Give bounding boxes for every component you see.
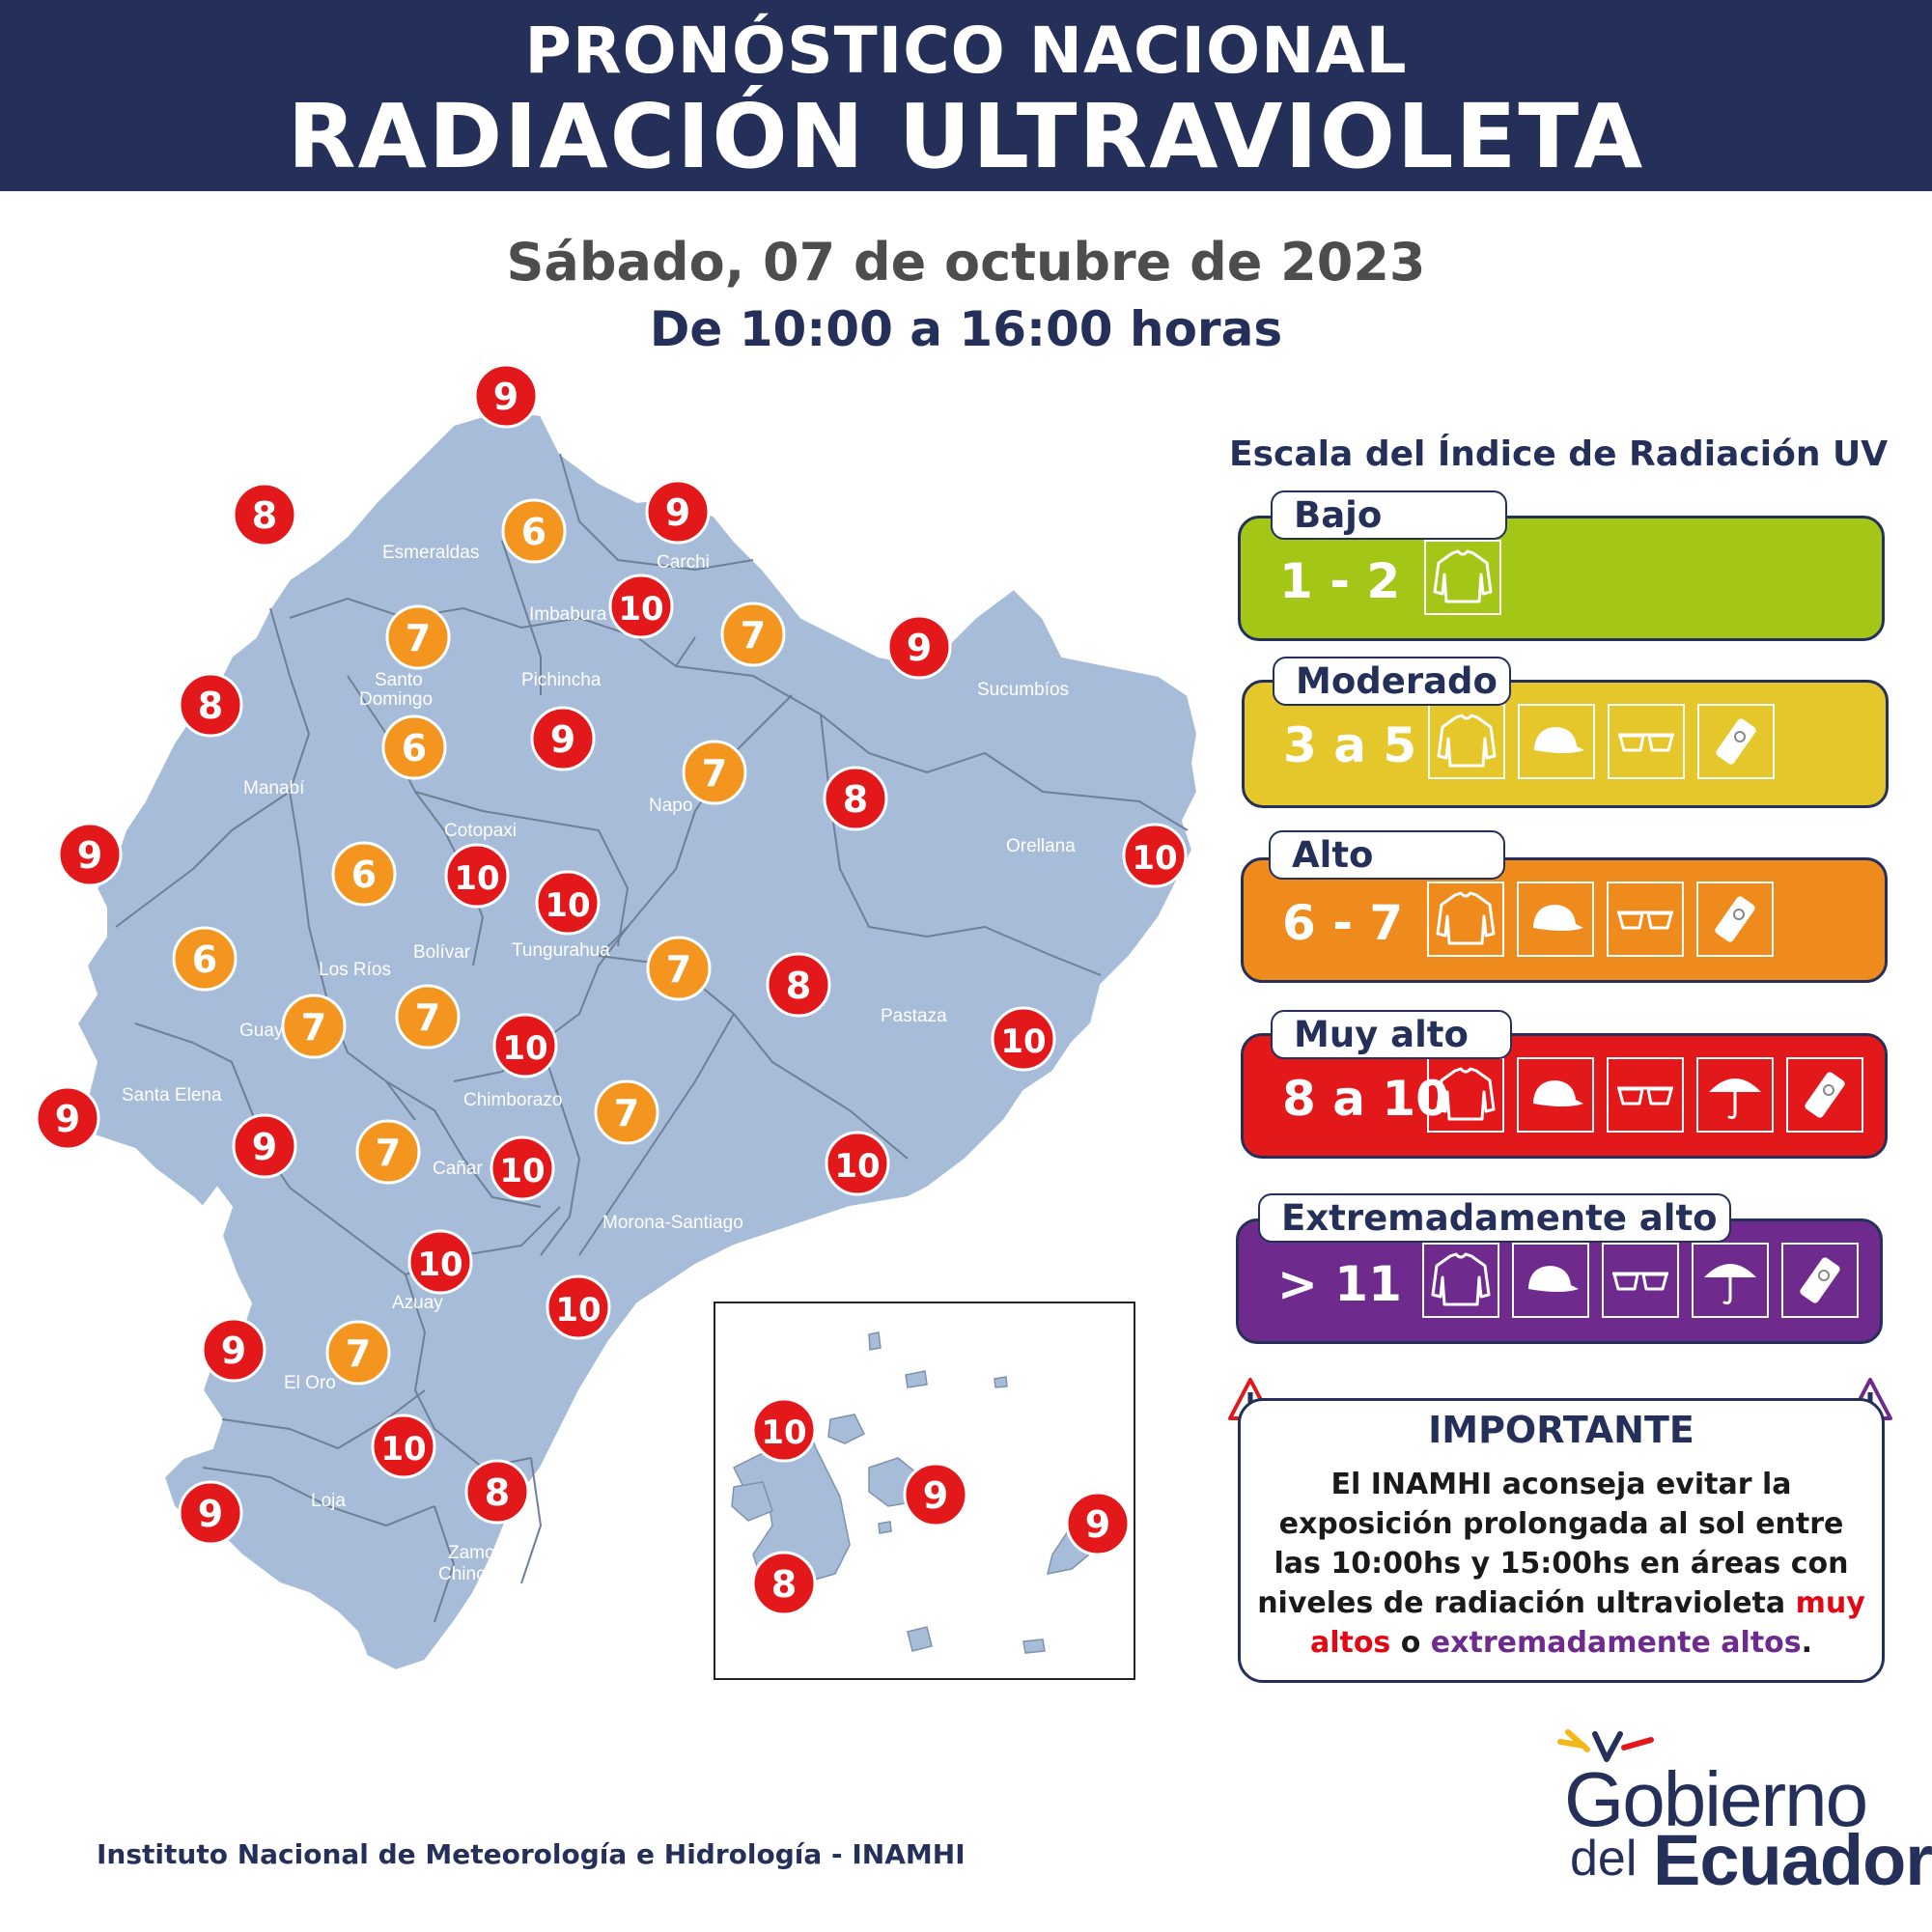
uv-marker xyxy=(1067,1493,1129,1554)
uv-level-icons xyxy=(1428,704,1775,779)
uv-marker xyxy=(234,1115,295,1177)
sunscreen-icon xyxy=(1697,704,1775,779)
uv-marker-value: 8 xyxy=(484,1471,511,1514)
uv-marker-value: 10 xyxy=(1000,1022,1047,1061)
pinta-island xyxy=(869,1332,881,1350)
uv-marker-value: 9 xyxy=(906,627,933,669)
ecuador-uv-map xyxy=(0,348,1217,1699)
map-label: El Oro xyxy=(284,1373,336,1393)
uv-level-icons xyxy=(1427,882,1774,957)
uv-marker-value: 7 xyxy=(613,1092,640,1134)
uv-marker xyxy=(373,1415,434,1477)
uv-marker-value: 7 xyxy=(405,617,432,659)
uv-marker xyxy=(648,938,710,999)
uv-marker xyxy=(234,484,295,546)
uv-marker xyxy=(409,1231,471,1293)
uv-level-icons xyxy=(1427,1057,1863,1133)
umbrella-icon xyxy=(1696,1057,1774,1133)
uv-marker xyxy=(203,1319,265,1381)
uv-marker-value: 8 xyxy=(251,494,278,537)
map-label: Cotopaxi xyxy=(444,821,517,841)
uv-level-name: Alto xyxy=(1269,830,1505,880)
uv-marker xyxy=(283,995,345,1057)
uv-level-range: 8 a 10 xyxy=(1282,1071,1449,1127)
map-label: Bolívar xyxy=(413,942,471,963)
map-label: Santa Elena xyxy=(122,1085,222,1106)
map-label: Manabí xyxy=(243,778,305,798)
uv-marker xyxy=(446,845,508,907)
uv-marker xyxy=(180,674,241,736)
uv-marker-value: 7 xyxy=(665,948,692,991)
map-label: Chimborazo xyxy=(463,1090,563,1110)
uv-marker-value: 9 xyxy=(220,1330,247,1372)
uv-marker-value: 10 xyxy=(502,1029,548,1068)
uv-marker xyxy=(547,1276,609,1338)
espanola-island xyxy=(1023,1639,1045,1653)
map-label: Zamora- xyxy=(448,1543,518,1563)
shirt-icon xyxy=(1427,1057,1504,1133)
uv-marker-value: 9 xyxy=(664,491,691,534)
uv-marker xyxy=(1124,825,1186,886)
uv-marker-value: 6 xyxy=(401,727,428,770)
map-label: Chinchipe xyxy=(438,1564,520,1584)
uv-marker xyxy=(768,954,829,1016)
uv-marker-value: 9 xyxy=(54,1098,81,1140)
map-label: Pastaza xyxy=(881,1006,947,1026)
cap-icon xyxy=(1512,1243,1589,1318)
sunglasses-icon xyxy=(1607,882,1684,957)
uv-marker xyxy=(722,603,784,665)
uv-marker xyxy=(993,1008,1054,1070)
uv-marker-value: 10 xyxy=(499,1152,546,1190)
uv-level-name: Bajo xyxy=(1271,490,1507,540)
uv-marker xyxy=(610,575,672,637)
uv-marker-value: 8 xyxy=(842,778,869,821)
sunglasses-icon xyxy=(1608,704,1685,779)
forecast-hours: De 10:00 a 16:00 horas xyxy=(649,301,1283,357)
uv-level-name: Muy alto xyxy=(1271,1010,1512,1059)
map-label: Azuay xyxy=(392,1293,443,1313)
pinzon-island xyxy=(879,1522,891,1533)
uv-marker xyxy=(357,1121,419,1183)
uv-marker-value: 10 xyxy=(555,1291,602,1330)
map-label: Los Ríos xyxy=(319,960,391,980)
map-label: Sucumbíos xyxy=(977,680,1070,700)
uv-level-range: 3 a 5 xyxy=(1283,717,1417,773)
gobierno-logo xyxy=(1545,1728,1932,1902)
uv-marker-value: 7 xyxy=(375,1132,402,1174)
uv-marker xyxy=(888,616,950,678)
uv-marker xyxy=(397,986,459,1048)
uv-marker-value: 6 xyxy=(350,854,378,896)
uv-level-icons xyxy=(1422,1243,1859,1318)
forecast-date: Sábado, 07 de octubre de 2023 xyxy=(506,232,1426,293)
map-label: Tungurahua xyxy=(512,940,610,961)
uv-marker-value: 9 xyxy=(197,1493,224,1535)
map-label: Morona-Santiago xyxy=(602,1213,743,1233)
uv-marker-value: 9 xyxy=(76,834,103,877)
uv-marker-value: 10 xyxy=(618,590,664,629)
uv-marker xyxy=(387,606,449,668)
shirt-icon xyxy=(1422,1243,1499,1318)
important-end: . xyxy=(1801,1626,1813,1660)
cap-icon xyxy=(1517,882,1594,957)
cap-icon xyxy=(1518,704,1595,779)
title-banner xyxy=(0,0,1932,191)
uv-marker xyxy=(825,768,886,829)
map-label: Santo xyxy=(375,670,423,690)
uv-marker xyxy=(494,1015,556,1077)
uv-marker-value: 10 xyxy=(454,859,500,898)
uv-marker-value: 9 xyxy=(922,1474,949,1517)
uv-marker xyxy=(383,716,445,778)
uv-marker-value: 6 xyxy=(191,938,218,981)
uv-level-name: Extremadamente alto xyxy=(1258,1193,1731,1243)
uv-marker xyxy=(180,1482,241,1544)
map-label: Pichincha xyxy=(521,670,602,690)
uv-marker-value: 8 xyxy=(785,965,812,1007)
uv-marker-value: 10 xyxy=(545,886,591,925)
uv-marker-value: 10 xyxy=(1132,839,1178,878)
uv-level-range: 1 - 2 xyxy=(1279,553,1401,609)
uv-marker xyxy=(503,500,565,562)
uv-marker-value: 6 xyxy=(520,511,547,553)
uv-marker-value: 7 xyxy=(345,1332,372,1375)
important-purple-text: extremadamente altos xyxy=(1430,1626,1802,1660)
uv-marker xyxy=(333,843,395,905)
uv-marker-value: 7 xyxy=(414,996,441,1039)
uv-marker-value: 9 xyxy=(492,376,519,418)
uv-marker-value: 10 xyxy=(834,1147,881,1186)
uv-marker xyxy=(905,1464,966,1526)
shirt-icon xyxy=(1428,704,1505,779)
uv-marker-value: 7 xyxy=(740,614,767,657)
footer-institute: Instituto Nacional de Meteorología e Hidrología - INAMHI xyxy=(97,1838,966,1870)
uv-marker xyxy=(327,1322,389,1384)
title-line-2: RADIACIÓN ULTRAVIOLETA xyxy=(287,85,1645,188)
map-label: Carchi xyxy=(657,552,710,573)
uv-marker-value: 9 xyxy=(251,1126,278,1168)
important-notice xyxy=(1238,1398,1885,1683)
uv-marker-value: 10 xyxy=(417,1246,463,1284)
floreana-island xyxy=(908,1627,932,1651)
map-label: Orellana xyxy=(1006,836,1076,856)
sunglasses-icon xyxy=(1607,1057,1684,1133)
sunscreen-icon xyxy=(1786,1057,1863,1133)
shirt-icon xyxy=(1427,882,1504,957)
important-text xyxy=(1256,1465,1866,1663)
uv-level-name: Moderado xyxy=(1273,657,1511,706)
uv-marker xyxy=(596,1081,658,1143)
sunscreen-icon xyxy=(1781,1243,1859,1318)
uv-marker xyxy=(647,481,709,543)
sunglasses-icon xyxy=(1602,1243,1679,1318)
cap-icon xyxy=(1517,1057,1594,1133)
umbrella-icon xyxy=(1692,1243,1769,1318)
logo-line-1: Gobierno xyxy=(1564,1756,1867,1842)
uv-marker-value: 7 xyxy=(701,752,728,795)
uv-marker-value: 9 xyxy=(549,718,576,761)
uv-marker-value: 8 xyxy=(770,1563,798,1606)
uv-marker-value: 7 xyxy=(300,1006,327,1049)
uv-level-range: > 11 xyxy=(1277,1256,1402,1312)
uv-marker-value: 10 xyxy=(380,1430,427,1469)
map-label: Guay xyxy=(239,1021,284,1041)
map-label: Cañar xyxy=(433,1159,483,1179)
uv-marker xyxy=(753,1553,815,1614)
important-red-text: muy altos xyxy=(1309,1586,1865,1660)
map-label: Napo xyxy=(649,796,693,816)
uv-marker xyxy=(537,872,599,934)
shirt-icon xyxy=(1424,540,1501,615)
map-label: Loja xyxy=(311,1491,346,1511)
sunscreen-icon xyxy=(1696,882,1774,957)
important-title: IMPORTANTE xyxy=(1428,1409,1694,1451)
uv-marker xyxy=(475,365,537,427)
uv-marker xyxy=(491,1137,553,1199)
uv-scale-title: Escala del Índice de Radiación UV xyxy=(1229,434,1889,474)
important-middle: o xyxy=(1390,1626,1431,1660)
map-label: Domingo xyxy=(359,689,434,710)
logo-line-2a: del xyxy=(1570,1831,1638,1887)
uv-marker xyxy=(753,1399,815,1461)
uv-marker xyxy=(532,708,594,770)
title-line-1: PRONÓSTICO NACIONAL xyxy=(524,14,1408,88)
uv-marker xyxy=(826,1133,888,1194)
uv-marker xyxy=(466,1461,528,1523)
map-label: Esmeraldas xyxy=(382,543,480,563)
uv-marker xyxy=(684,742,745,803)
map-label: Imbabura xyxy=(529,604,607,625)
genovesa-island xyxy=(994,1377,1007,1387)
uv-marker-value: 9 xyxy=(1084,1503,1111,1546)
uv-level-icons xyxy=(1424,540,1501,615)
uv-marker xyxy=(37,1087,98,1149)
uv-level-range: 6 - 7 xyxy=(1282,895,1404,951)
uv-marker-value: 8 xyxy=(197,685,224,727)
important-body: El INAMHI aconseja evitar la exposición prolongada al sol entre las 10:00hs y 15:00hs en áreas con niveles de radiación ultravioleta xyxy=(1257,1468,1849,1620)
logo-line-2b: Ecuador xyxy=(1653,1820,1932,1900)
uv-marker xyxy=(174,928,236,990)
uv-marker-value: 10 xyxy=(761,1414,807,1452)
uv-marker xyxy=(59,824,121,885)
